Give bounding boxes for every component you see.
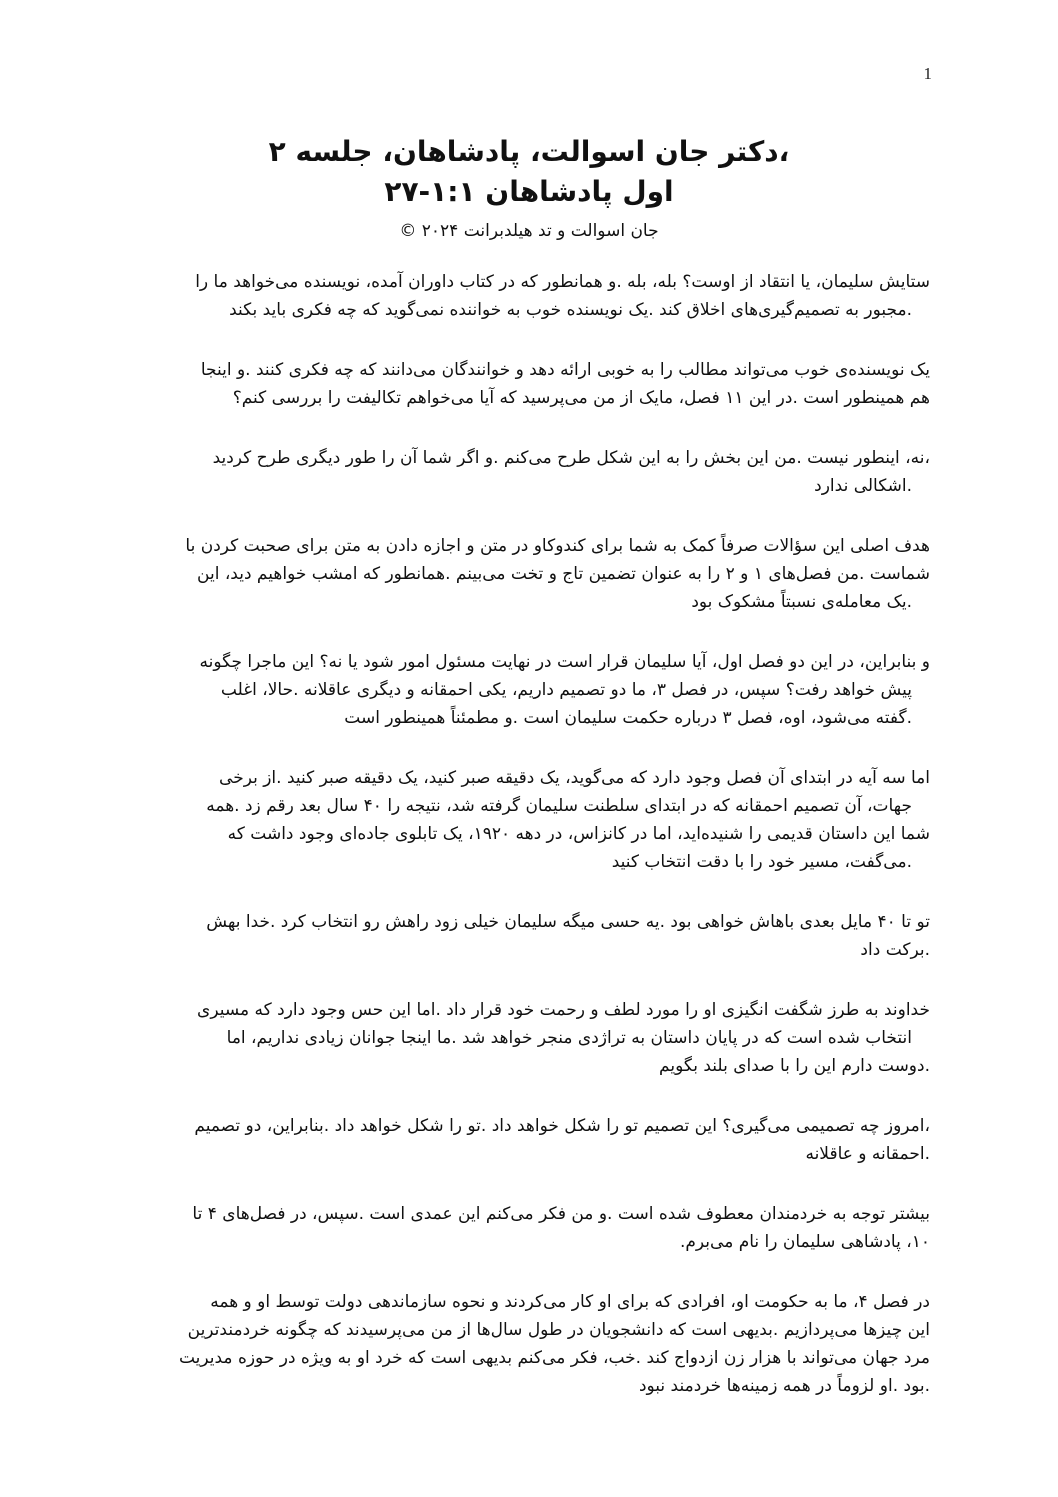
document-reference: اول پادشاهان ۱:۱-۲۷: [384, 175, 674, 208]
paragraph-line: .گفته می‌شود، اوه، فصل ۳ درباره حکمت سلیمان است .و مطمئناً همینطور است: [344, 708, 912, 728]
paragraph: [128, 268, 930, 324]
paragraph-line: مرد جهان می‌تواند با هزار زن ازدواج کند .خب، فکر می‌کنم بدیهی است که خرد او به ویژه در حوزه مدیریت: [178, 1348, 930, 1368]
paragraph-line: تو تا ۴۰ مایل بعدی باهاش خواهی بود .یه حسی میگه سلیمان خیلی زود راهش رو انتخاب کرد .خدا بهش: [206, 912, 930, 932]
paragraph-line: خداوند به طرز شگفت انگیزی او را مورد لطف و رحمت خود قرار داد .اما این حس وجود دارد که مسیری: [197, 1000, 930, 1020]
paragraph-line: اما سه آیه در ابتدای آن فصل وجود دارد که می‌گوید، یک دقیقه صبر کنید، یک دقیقه صبر کنید .از برخی: [219, 768, 930, 788]
document-body: [128, 268, 930, 1432]
paragraph-line: شماست .من فصل‌های ۱ و ۲ را به عنوان تضمین تاج و تخت می‌بینم .همانطور که امشب خواهیم دید، این: [197, 564, 930, 584]
paragraph-line: این چیزها می‌پردازیم .بدیهی است که دانشجویان در طول سال‌ها از من می‌پرسیدند که چگونه خردمندترین: [187, 1320, 930, 1340]
paragraph-line: .مجبور به تصمیم‌گیری‌های اخلاق کند .یک نویسنده خوب به خواننده نمی‌گوید که چه فکری باید بکند: [229, 300, 912, 320]
paragraph-line: .بود .او لزوماً در همه زمینه‌ها خردمند نبود: [638, 1376, 930, 1396]
paragraph-line: ستایش سلیمان، یا انتقاد از اوست؟ بله، بله .و همانطور که در کتاب داوران آمده، نویسنده می‌خواهد ما را: [195, 272, 930, 292]
paragraph: [128, 444, 930, 500]
paragraph-line: .می‌گفت، مسیر خود را با دقت انتخاب کنید: [611, 852, 912, 872]
paragraph: [128, 764, 930, 876]
paragraph: [128, 532, 930, 616]
paragraph: [128, 996, 930, 1080]
paragraph-line: شما این داستان قدیمی را شنیده‌اید، اما در کانزاس، در دهه ۱۹۲۰، یک تابلوی جاده‌ای وجود داشت که: [227, 824, 930, 844]
title-block: [130, 132, 928, 246]
paragraph: [128, 356, 930, 412]
paragraph-line: و بنابراین، در این دو فصل اول، آیا سلیمان قرار است در نهایت مسئول امور شود یا نه؟ این ماجرا چگونه: [199, 652, 930, 672]
paragraph-line: هم همینطور است .در این ۱۱ فصل، مایک از من می‌پرسید که آیا می‌خواهم تکالیفت را بررسی کنم؟: [232, 388, 930, 408]
paragraph: [128, 1200, 930, 1256]
paragraph-line: جهات، آن تصمیم احمقانه که در ابتدای سلطنت سلیمان گرفته شد، نتیجه را ۴۰ سال بعد رقم زد .همه: [206, 796, 912, 816]
document-title: ،دکتر جان اسوالت، پادشاهان، جلسه ۲: [268, 135, 790, 168]
paragraph: [128, 1288, 930, 1400]
paragraph-line: انتخاب شده است که در پایان داستان به تراژدی منجر خواهد شد .ما اینجا جوانان زیادی نداریم، اما: [226, 1028, 912, 1048]
paragraph-line: .برکت داد: [860, 940, 930, 960]
paragraph-line: بیشتر توجه به خردمندان معطوف شده است .و من فکر می‌کنم این عمدی است .سپس، در فصل‌های ۴ تا: [192, 1204, 930, 1224]
paragraph-line: .یک معامله‌ی نسبتاً مشکوک بود: [691, 592, 912, 612]
paragraph: [128, 908, 930, 964]
paragraph: [128, 1112, 930, 1168]
paragraph-line: هدف اصلی این سؤالات صرفاً کمک به شما برای کندوکاو در متن و اجازه دادن به متن برای صحبت کردن با: [185, 536, 930, 556]
copyright-line: جان اسوالت و تد هیلدبرانت ۲۰۲۴ ©: [399, 221, 659, 241]
page-number: 1: [923, 64, 932, 83]
paragraph-line: ،نه، اینطور نیست .من این بخش را به این شکل طرح می‌کنم .و اگر شما آن را طور دیگری طرح کردید: [212, 448, 930, 468]
paragraph-line: .دوست دارم این را با صدای بلند بگویم: [659, 1056, 930, 1076]
paragraph-line: .احمقانه و عاقلانه: [805, 1144, 930, 1164]
paragraph: [128, 648, 930, 732]
paragraph-line: پیش خواهد رفت؟ سپس، در فصل ۳، ما دو تصمیم داریم، یکی احمقانه و دیگری عاقلانه .حالا، اغلب: [220, 680, 912, 700]
paragraph-line: در فصل ۴، ما به حکومت او، افرادی که برای او کار می‌کردند و نحوه سازماندهی دولت توسط او و همه: [210, 1292, 930, 1312]
paragraph-line: .اشکالی ندارد: [814, 476, 912, 496]
paragraph-line: ،امروز چه تصمیمی می‌گیری؟ این تصمیم تو را شکل خواهد داد .تو را شکل خواهد داد .بنابراین، دو تصمیم: [194, 1116, 930, 1136]
paragraph-line: یک نویسنده‌ی خوب می‌تواند مطالب را به خوبی ارائه دهد و خوانندگان می‌دانند که چه فکری کنند .و اینجا: [200, 360, 930, 380]
paragraph-line: ۱۰، پادشاهی سلیمان را نام می‌برم.: [680, 1232, 930, 1252]
